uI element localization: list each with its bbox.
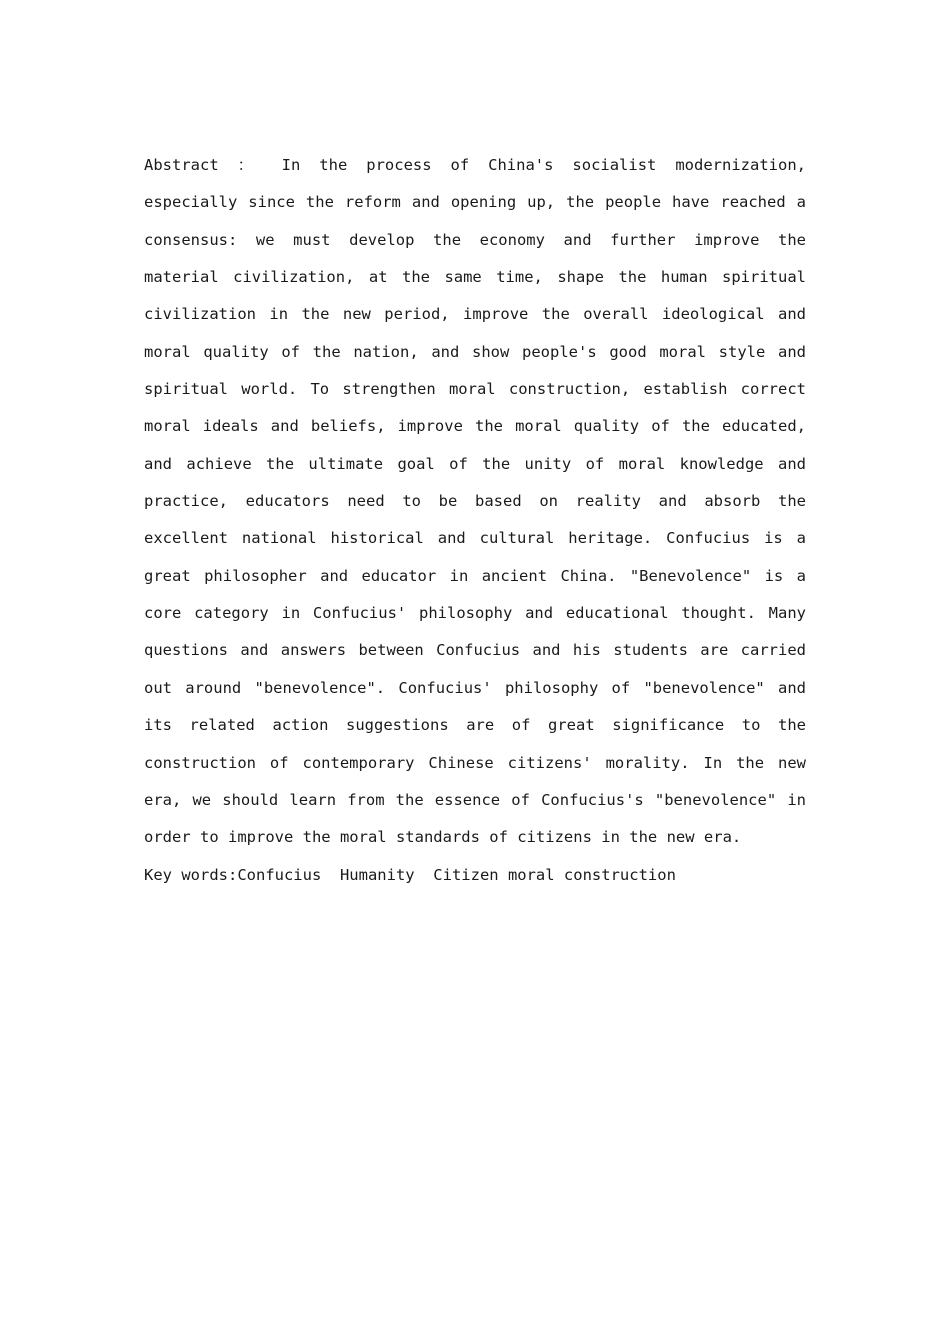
abstract-line: civilization in the new period, improve the overall ideological and: [144, 305, 806, 324]
abstract-line: consensus: we must develop the economy and further improve the: [144, 230, 806, 249]
abstract-line: material civilization, at the same time, shape the human spiritual: [144, 268, 806, 287]
abstract-line: Abstract ： In the process of China's socialist modernization,: [144, 156, 806, 174]
abstract-line: questions and answers between Confucius and his students are carried: [144, 641, 806, 660]
abstract-section: [144, 147, 806, 893]
abstract-line: construction of contemporary Chinese citizens' morality. In the new: [144, 753, 806, 772]
keywords-line: Key words:Confucius Humanity Citizen moral construction: [144, 865, 676, 884]
abstract-line: era, we should learn from the essence of Confucius's "benevolence" in: [144, 790, 806, 809]
abstract-line: core category in Confucius' philosophy and educational thought. Many: [144, 604, 806, 623]
abstract-line: out around "benevolence". Confucius' philosophy of "benevolence" and: [144, 678, 806, 697]
abstract-line: its related action suggestions are of great significance to the: [144, 716, 806, 735]
abstract-line: practice, educators need to be based on reality and absorb the: [144, 492, 806, 511]
abstract-line: spiritual world. To strengthen moral construction, establish correct: [144, 380, 806, 399]
abstract-line: moral quality of the nation, and show people's good moral style and: [144, 342, 806, 361]
abstract-line: excellent national historical and cultural heritage. Confucius is a: [144, 529, 806, 548]
abstract-line: great philosopher and educator in ancient China. "Benevolence" is a: [144, 566, 806, 585]
abstract-line: moral ideals and beliefs, improve the moral quality of the educated,: [144, 417, 806, 436]
abstract-line: and achieve the ultimate goal of the unity of moral knowledge and: [144, 454, 806, 473]
abstract-line: order to improve the moral standards of citizens in the new era.: [144, 828, 742, 847]
abstract-line: especially since the reform and opening up, the people have reached a: [144, 193, 806, 212]
